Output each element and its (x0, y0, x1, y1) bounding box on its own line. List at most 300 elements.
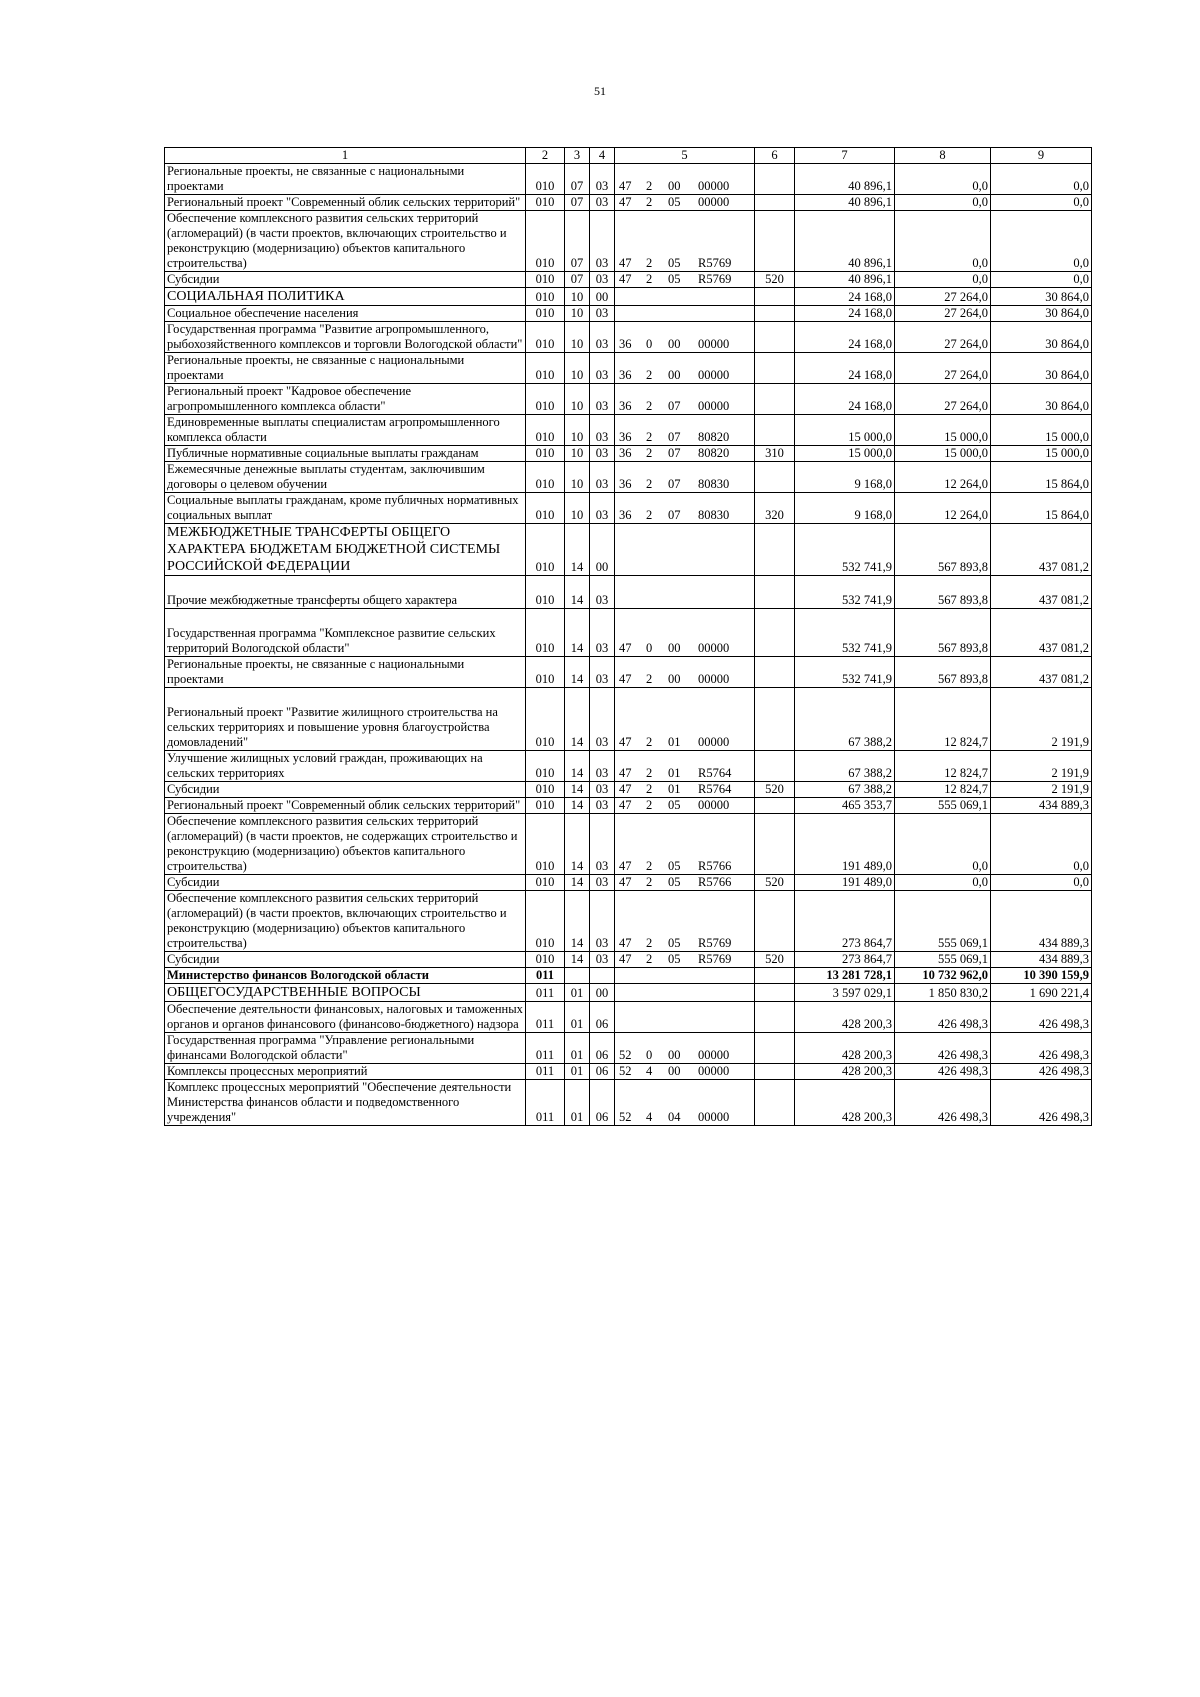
expense-type-cell (755, 968, 795, 984)
amount-col8-cell: 555 069,1 (895, 798, 991, 814)
target-article-part: 2 (646, 399, 653, 413)
amount-col8-cell: 426 498,3 (895, 1033, 991, 1064)
target-article-part: 36 (619, 477, 632, 491)
row-name-cell (165, 657, 526, 688)
column-header: 7 (795, 148, 895, 164)
table-row (165, 493, 1092, 524)
target-article-cell (615, 688, 755, 751)
table-row (165, 306, 1092, 322)
target-article-part: 00000 (698, 1064, 730, 1078)
row-name-cell (165, 493, 526, 524)
expense-type-cell (755, 1080, 795, 1126)
amount-col8-cell: 10 732 962,0 (895, 968, 991, 984)
target-article-part: 47 (619, 859, 632, 873)
amount-col9-cell: 426 498,3 (991, 1002, 1092, 1033)
row-name-cell (165, 272, 526, 288)
amount-col9-cell: 30 864,0 (991, 306, 1092, 322)
target-article-part: R5769 (698, 952, 732, 966)
table-row (165, 657, 1092, 688)
amount-col9-cell: 434 889,3 (991, 952, 1092, 968)
row-name: Единовременные выплаты специалистам агропромышленного комплекса области (167, 415, 500, 444)
target-article-cell (615, 875, 755, 891)
row-name-cell (165, 353, 526, 384)
target-article-part: 47 (619, 272, 632, 286)
target-article-part: 00 (668, 179, 681, 193)
amount-col8-cell: 27 264,0 (895, 288, 991, 306)
row-name: Субсидии (167, 782, 220, 796)
subsection-code-cell: 03 (590, 211, 615, 272)
target-article-part: 0 (646, 1048, 653, 1062)
expense-type-cell (755, 751, 795, 782)
expense-type-cell (755, 984, 795, 1002)
section-code-cell: 10 (565, 415, 590, 446)
table-row (165, 415, 1092, 446)
row-name: Региональный проект "Кадровое обеспечение агропромышленного комплекса области" (167, 384, 412, 413)
row-name: Обеспечение деятельности финансовых, налоговых и таможенных органов и органов финансового (финансово-бюджетного) надзора (167, 1002, 523, 1031)
section-code-cell: 10 (565, 384, 590, 415)
subsection-code-cell: 00 (590, 524, 615, 576)
row-name-cell (165, 415, 526, 446)
row-name: Улучшение жилищных условий граждан, проживающих на сельских территориях (167, 751, 483, 780)
row-name-cell (165, 384, 526, 415)
ministry-code-cell: 010 (526, 415, 565, 446)
amount-col7-cell: 40 896,1 (795, 272, 895, 288)
row-name-cell (165, 1002, 526, 1033)
target-article-part: 52 (619, 1110, 632, 1124)
expense-type-cell: 520 (755, 875, 795, 891)
row-name: СОЦИАЛЬНАЯ ПОЛИТИКА (167, 289, 345, 304)
subsection-code-cell: 03 (590, 164, 615, 195)
target-article-part: 2 (646, 936, 653, 950)
amount-col9-cell: 30 864,0 (991, 322, 1092, 353)
column-header: 3 (565, 148, 590, 164)
target-article-part: R5764 (698, 782, 732, 796)
amount-col9-cell: 1 690 221,4 (991, 984, 1092, 1002)
row-name: Обеспечение комплексного развития сельских территорий (агломераций) (в части проектов, включающих строительство и реконструкцию (модернизацию) объектов капитального строительства) (167, 891, 507, 950)
amount-col7-cell: 428 200,3 (795, 1064, 895, 1080)
section-code-cell: 14 (565, 782, 590, 798)
amount-col9-cell: 426 498,3 (991, 1033, 1092, 1064)
row-name: Обеспечение комплексного развития сельских территорий (агломераций) (в части проектов, включающих строительство и реконструкцию (модернизацию) объектов капитального строительства) (167, 211, 507, 270)
row-name-cell (165, 1080, 526, 1126)
row-name-cell (165, 322, 526, 353)
subsection-code-cell: 03 (590, 272, 615, 288)
target-article-cell (615, 322, 755, 353)
section-code-cell: 01 (565, 984, 590, 1002)
ministry-code-cell: 010 (526, 322, 565, 353)
expense-type-cell (755, 814, 795, 875)
target-article-cell (615, 1033, 755, 1064)
section-code-cell: 10 (565, 306, 590, 322)
target-article-part: 52 (619, 1064, 632, 1078)
row-name: Субсидии (167, 875, 220, 889)
row-name: Социальные выплаты гражданам, кроме публичных нормативных социальных выплат (167, 493, 519, 522)
expense-type-cell (755, 1002, 795, 1033)
target-article-part: 00000 (698, 399, 730, 413)
amount-col7-cell: 67 388,2 (795, 688, 895, 751)
table-row (165, 688, 1092, 751)
amount-col8-cell: 555 069,1 (895, 891, 991, 952)
expense-type-cell: 520 (755, 952, 795, 968)
target-article-part: 2 (646, 782, 653, 796)
row-name: Субсидии (167, 272, 220, 286)
amount-col7-cell: 13 281 728,1 (795, 968, 895, 984)
amount-col9-cell: 0,0 (991, 875, 1092, 891)
row-name-cell (165, 798, 526, 814)
expense-type-cell: 320 (755, 493, 795, 524)
row-name-cell (165, 1064, 526, 1080)
table-row (165, 353, 1092, 384)
expense-type-cell: 520 (755, 782, 795, 798)
target-article-part: R5769 (698, 272, 732, 286)
amount-col8-cell: 0,0 (895, 272, 991, 288)
target-article-cell (615, 751, 755, 782)
target-article-part: 2 (646, 875, 653, 889)
subsection-code-cell: 06 (590, 1033, 615, 1064)
section-code-cell: 07 (565, 164, 590, 195)
ministry-code-cell: 011 (526, 984, 565, 1002)
target-article-part: 80830 (698, 477, 730, 491)
target-article-part: 00000 (698, 337, 730, 351)
table-row (165, 984, 1092, 1002)
column-header: 2 (526, 148, 565, 164)
target-article-cell (615, 306, 755, 322)
amount-col7-cell: 40 896,1 (795, 211, 895, 272)
amount-col9-cell: 437 081,2 (991, 609, 1092, 657)
target-article-part: 2 (646, 179, 653, 193)
subsection-code-cell: 03 (590, 195, 615, 211)
table-row (165, 609, 1092, 657)
target-article-part: 00 (668, 368, 681, 382)
table-row (165, 875, 1092, 891)
row-name: Социальное обеспечение населения (167, 306, 359, 320)
ministry-code-cell: 010 (526, 462, 565, 493)
ministry-code-cell: 010 (526, 524, 565, 576)
target-article-part: 00000 (698, 1048, 730, 1062)
ministry-code-cell: 010 (526, 164, 565, 195)
table-row (165, 576, 1092, 609)
table-row (165, 782, 1092, 798)
expense-type-cell (755, 322, 795, 353)
row-name: Региональный проект "Развитие жилищного строительства на сельских территориях и повышение уровня благоустройства домовладений" (167, 705, 498, 749)
amount-col7-cell: 24 168,0 (795, 322, 895, 353)
target-article-part: 2 (646, 272, 653, 286)
target-article-cell (615, 415, 755, 446)
ministry-code-cell: 010 (526, 782, 565, 798)
expense-type-cell: 520 (755, 272, 795, 288)
target-article-part: R5769 (698, 936, 732, 950)
amount-col8-cell: 12 264,0 (895, 462, 991, 493)
amount-col9-cell: 15 864,0 (991, 493, 1092, 524)
amount-col8-cell: 27 264,0 (895, 353, 991, 384)
expense-type-cell (755, 524, 795, 576)
target-article-part: 05 (668, 936, 681, 950)
target-article-part: 07 (668, 399, 681, 413)
section-code-cell: 14 (565, 688, 590, 751)
target-article-part: 01 (668, 782, 681, 796)
table-row (165, 891, 1092, 952)
table-row (165, 1033, 1092, 1064)
target-article-part: 47 (619, 936, 632, 950)
expense-type-cell (755, 288, 795, 306)
target-article-part: 07 (668, 446, 681, 460)
amount-col8-cell: 0,0 (895, 211, 991, 272)
amount-col9-cell: 0,0 (991, 211, 1092, 272)
row-name-cell (165, 306, 526, 322)
amount-col9-cell: 15 000,0 (991, 415, 1092, 446)
amount-col7-cell: 15 000,0 (795, 446, 895, 462)
subsection-code-cell: 03 (590, 891, 615, 952)
ministry-code-cell: 010 (526, 306, 565, 322)
target-article-part: 47 (619, 766, 632, 780)
subsection-code-cell: 03 (590, 609, 615, 657)
target-article-part: 36 (619, 399, 632, 413)
target-article-part: 47 (619, 256, 632, 270)
row-name-cell (165, 782, 526, 798)
ministry-code-cell: 010 (526, 875, 565, 891)
subsection-code-cell: 03 (590, 875, 615, 891)
row-name-cell (165, 609, 526, 657)
amount-col9-cell: 10 390 159,9 (991, 968, 1092, 984)
amount-col7-cell: 9 168,0 (795, 462, 895, 493)
amount-col8-cell: 15 000,0 (895, 415, 991, 446)
row-name-cell (165, 195, 526, 211)
subsection-code-cell: 00 (590, 984, 615, 1002)
header-row (165, 148, 1092, 164)
row-name: Государственная программа "Управление региональными финансами Вологодской области" (167, 1033, 475, 1062)
amount-col8-cell: 1 850 830,2 (895, 984, 991, 1002)
target-article-part: 00000 (698, 195, 730, 209)
target-article-part: 04 (668, 1110, 681, 1124)
amount-col9-cell: 0,0 (991, 195, 1092, 211)
target-article-part: R5766 (698, 875, 732, 889)
target-article-part: R5764 (698, 766, 732, 780)
target-article-part: 4 (646, 1064, 653, 1078)
amount-col7-cell: 428 200,3 (795, 1080, 895, 1126)
subsection-code-cell: 03 (590, 415, 615, 446)
amount-col9-cell: 2 191,9 (991, 688, 1092, 751)
amount-col9-cell: 434 889,3 (991, 891, 1092, 952)
target-article-part: 47 (619, 798, 632, 812)
expense-type-cell: 310 (755, 446, 795, 462)
subsection-code-cell: 06 (590, 1080, 615, 1126)
section-code-cell: 01 (565, 1002, 590, 1033)
amount-col9-cell: 437 081,2 (991, 657, 1092, 688)
amount-col9-cell: 30 864,0 (991, 353, 1092, 384)
section-code-cell: 10 (565, 322, 590, 353)
target-article-part: 47 (619, 672, 632, 686)
row-name: Обеспечение комплексного развития сельских территорий (агломераций) (в части проектов, не содержащих строительство и реконструкцию (модернизацию) объектов капитального строительства) (167, 814, 518, 873)
target-article-cell (615, 353, 755, 384)
target-article-part: 80820 (698, 430, 730, 444)
amount-col8-cell: 12 264,0 (895, 493, 991, 524)
row-name: Субсидии (167, 952, 220, 966)
target-article-part: 07 (668, 508, 681, 522)
section-code-cell: 01 (565, 1064, 590, 1080)
amount-col9-cell: 30 864,0 (991, 384, 1092, 415)
row-name: Государственная программа "Развитие агропромышленного, рыбохозяйственного комплексов и торговли Вологодской области" (167, 322, 523, 351)
target-article-part: 00 (668, 337, 681, 351)
ministry-code-cell: 010 (526, 657, 565, 688)
amount-col7-cell: 40 896,1 (795, 164, 895, 195)
target-article-part: 00000 (698, 672, 730, 686)
row-name-cell (165, 984, 526, 1002)
column-header: 8 (895, 148, 991, 164)
ministry-code-cell: 010 (526, 211, 565, 272)
column-header: 1 (165, 148, 526, 164)
ministry-code-cell: 010 (526, 814, 565, 875)
amount-col7-cell: 24 168,0 (795, 353, 895, 384)
row-name-cell (165, 952, 526, 968)
amount-col8-cell: 27 264,0 (895, 322, 991, 353)
amount-col8-cell: 426 498,3 (895, 1002, 991, 1033)
target-article-part: 36 (619, 337, 632, 351)
target-article-part: 07 (668, 430, 681, 444)
amount-col7-cell: 191 489,0 (795, 875, 895, 891)
expense-type-cell (755, 353, 795, 384)
section-code-cell: 14 (565, 891, 590, 952)
target-article-cell (615, 609, 755, 657)
subsection-code-cell: 03 (590, 751, 615, 782)
target-article-part: 05 (668, 256, 681, 270)
table-row (165, 751, 1092, 782)
row-name-cell (165, 524, 526, 576)
ministry-code-cell: 011 (526, 1064, 565, 1080)
target-article-part: 36 (619, 508, 632, 522)
target-article-cell (615, 524, 755, 576)
amount-col7-cell: 9 168,0 (795, 493, 895, 524)
ministry-code-cell: 010 (526, 576, 565, 609)
amount-col8-cell: 12 824,7 (895, 782, 991, 798)
amount-col7-cell: 24 168,0 (795, 288, 895, 306)
section-code-cell: 10 (565, 462, 590, 493)
section-code-cell (565, 968, 590, 984)
target-article-cell (615, 576, 755, 609)
target-article-part: 2 (646, 672, 653, 686)
section-code-cell: 14 (565, 609, 590, 657)
section-code-cell: 10 (565, 353, 590, 384)
target-article-part: 2 (646, 477, 653, 491)
target-article-part: 01 (668, 735, 681, 749)
column-header: 4 (590, 148, 615, 164)
target-article-part: 4 (646, 1110, 653, 1124)
target-article-part: 07 (668, 477, 681, 491)
ministry-code-cell: 010 (526, 609, 565, 657)
target-article-part: 05 (668, 875, 681, 889)
amount-col8-cell: 0,0 (895, 164, 991, 195)
amount-col9-cell: 0,0 (991, 272, 1092, 288)
amount-col7-cell: 273 864,7 (795, 952, 895, 968)
target-article-cell (615, 211, 755, 272)
row-name: ОБЩЕГОСУДАРСТВЕННЫЕ ВОПРОСЫ (167, 985, 421, 1000)
target-article-part: R5769 (698, 256, 732, 270)
target-article-cell (615, 493, 755, 524)
target-article-part: 2 (646, 430, 653, 444)
section-code-cell: 07 (565, 195, 590, 211)
ministry-code-cell: 010 (526, 195, 565, 211)
subsection-code-cell: 03 (590, 493, 615, 524)
subsection-code-cell: 03 (590, 688, 615, 751)
target-article-part: 05 (668, 798, 681, 812)
table-row (165, 211, 1092, 272)
subsection-code-cell: 03 (590, 814, 615, 875)
row-name: Прочие межбюджетные трансферты общего характера (167, 593, 458, 607)
table-row (165, 1002, 1092, 1033)
target-article-cell (615, 1080, 755, 1126)
amount-col7-cell: 428 200,3 (795, 1002, 895, 1033)
section-code-cell: 14 (565, 657, 590, 688)
section-code-cell: 14 (565, 814, 590, 875)
subsection-code-cell: 03 (590, 576, 615, 609)
target-article-cell (615, 984, 755, 1002)
row-name-cell (165, 968, 526, 984)
table-row (165, 524, 1092, 576)
target-article-part: 47 (619, 875, 632, 889)
section-code-cell: 10 (565, 446, 590, 462)
expense-type-cell (755, 576, 795, 609)
amount-col8-cell: 426 498,3 (895, 1080, 991, 1126)
target-article-cell (615, 164, 755, 195)
amount-col8-cell: 567 893,8 (895, 657, 991, 688)
target-article-part: 05 (668, 952, 681, 966)
target-article-part: 36 (619, 446, 632, 460)
target-article-part: 0 (646, 641, 653, 655)
target-article-cell (615, 272, 755, 288)
amount-col7-cell: 24 168,0 (795, 384, 895, 415)
amount-col8-cell: 567 893,8 (895, 524, 991, 576)
amount-col7-cell: 40 896,1 (795, 195, 895, 211)
row-name: Министерство финансов Вологодской области (167, 968, 429, 982)
row-name-cell (165, 211, 526, 272)
target-article-part: 00000 (698, 641, 730, 655)
target-article-cell (615, 1064, 755, 1080)
ministry-code-cell: 010 (526, 952, 565, 968)
table-row (165, 814, 1092, 875)
target-article-part: 2 (646, 256, 653, 270)
amount-col8-cell: 0,0 (895, 195, 991, 211)
target-article-part: 00 (668, 641, 681, 655)
column-header: 9 (991, 148, 1092, 164)
table-row (165, 288, 1092, 306)
target-article-part: 05 (668, 859, 681, 873)
amount-col9-cell: 0,0 (991, 814, 1092, 875)
subsection-code-cell: 03 (590, 322, 615, 353)
amount-col7-cell: 532 741,9 (795, 576, 895, 609)
row-name: Публичные нормативные социальные выплаты гражданам (167, 446, 479, 460)
row-name: МЕЖБЮДЖЕТНЫЕ ТРАНСФЕРТЫ ОБЩЕГО ХАРАКТЕРА БЮДЖЕТАМ БЮДЖЕТНОЙ СИСТЕМЫ РОССИЙСКОЙ ФЕДЕРАЦИИ (167, 525, 501, 574)
target-article-part: 2 (646, 735, 653, 749)
row-name: Региональные проекты, не связанные с национальными проектами (167, 164, 465, 193)
ministry-code-cell: 010 (526, 688, 565, 751)
amount-col8-cell: 567 893,8 (895, 609, 991, 657)
amount-col8-cell: 12 824,7 (895, 751, 991, 782)
target-article-cell (615, 288, 755, 306)
table-row (165, 798, 1092, 814)
amount-col9-cell: 437 081,2 (991, 524, 1092, 576)
ministry-code-cell: 010 (526, 288, 565, 306)
row-name-cell (165, 814, 526, 875)
amount-col9-cell: 2 191,9 (991, 782, 1092, 798)
target-article-cell (615, 462, 755, 493)
target-article-part: 00000 (698, 368, 730, 382)
column-header: 5 (615, 148, 755, 164)
target-article-part: 47 (619, 641, 632, 655)
row-name-cell (165, 576, 526, 609)
table-row (165, 322, 1092, 353)
ministry-code-cell: 010 (526, 493, 565, 524)
table-row (165, 195, 1092, 211)
section-code-cell: 14 (565, 952, 590, 968)
